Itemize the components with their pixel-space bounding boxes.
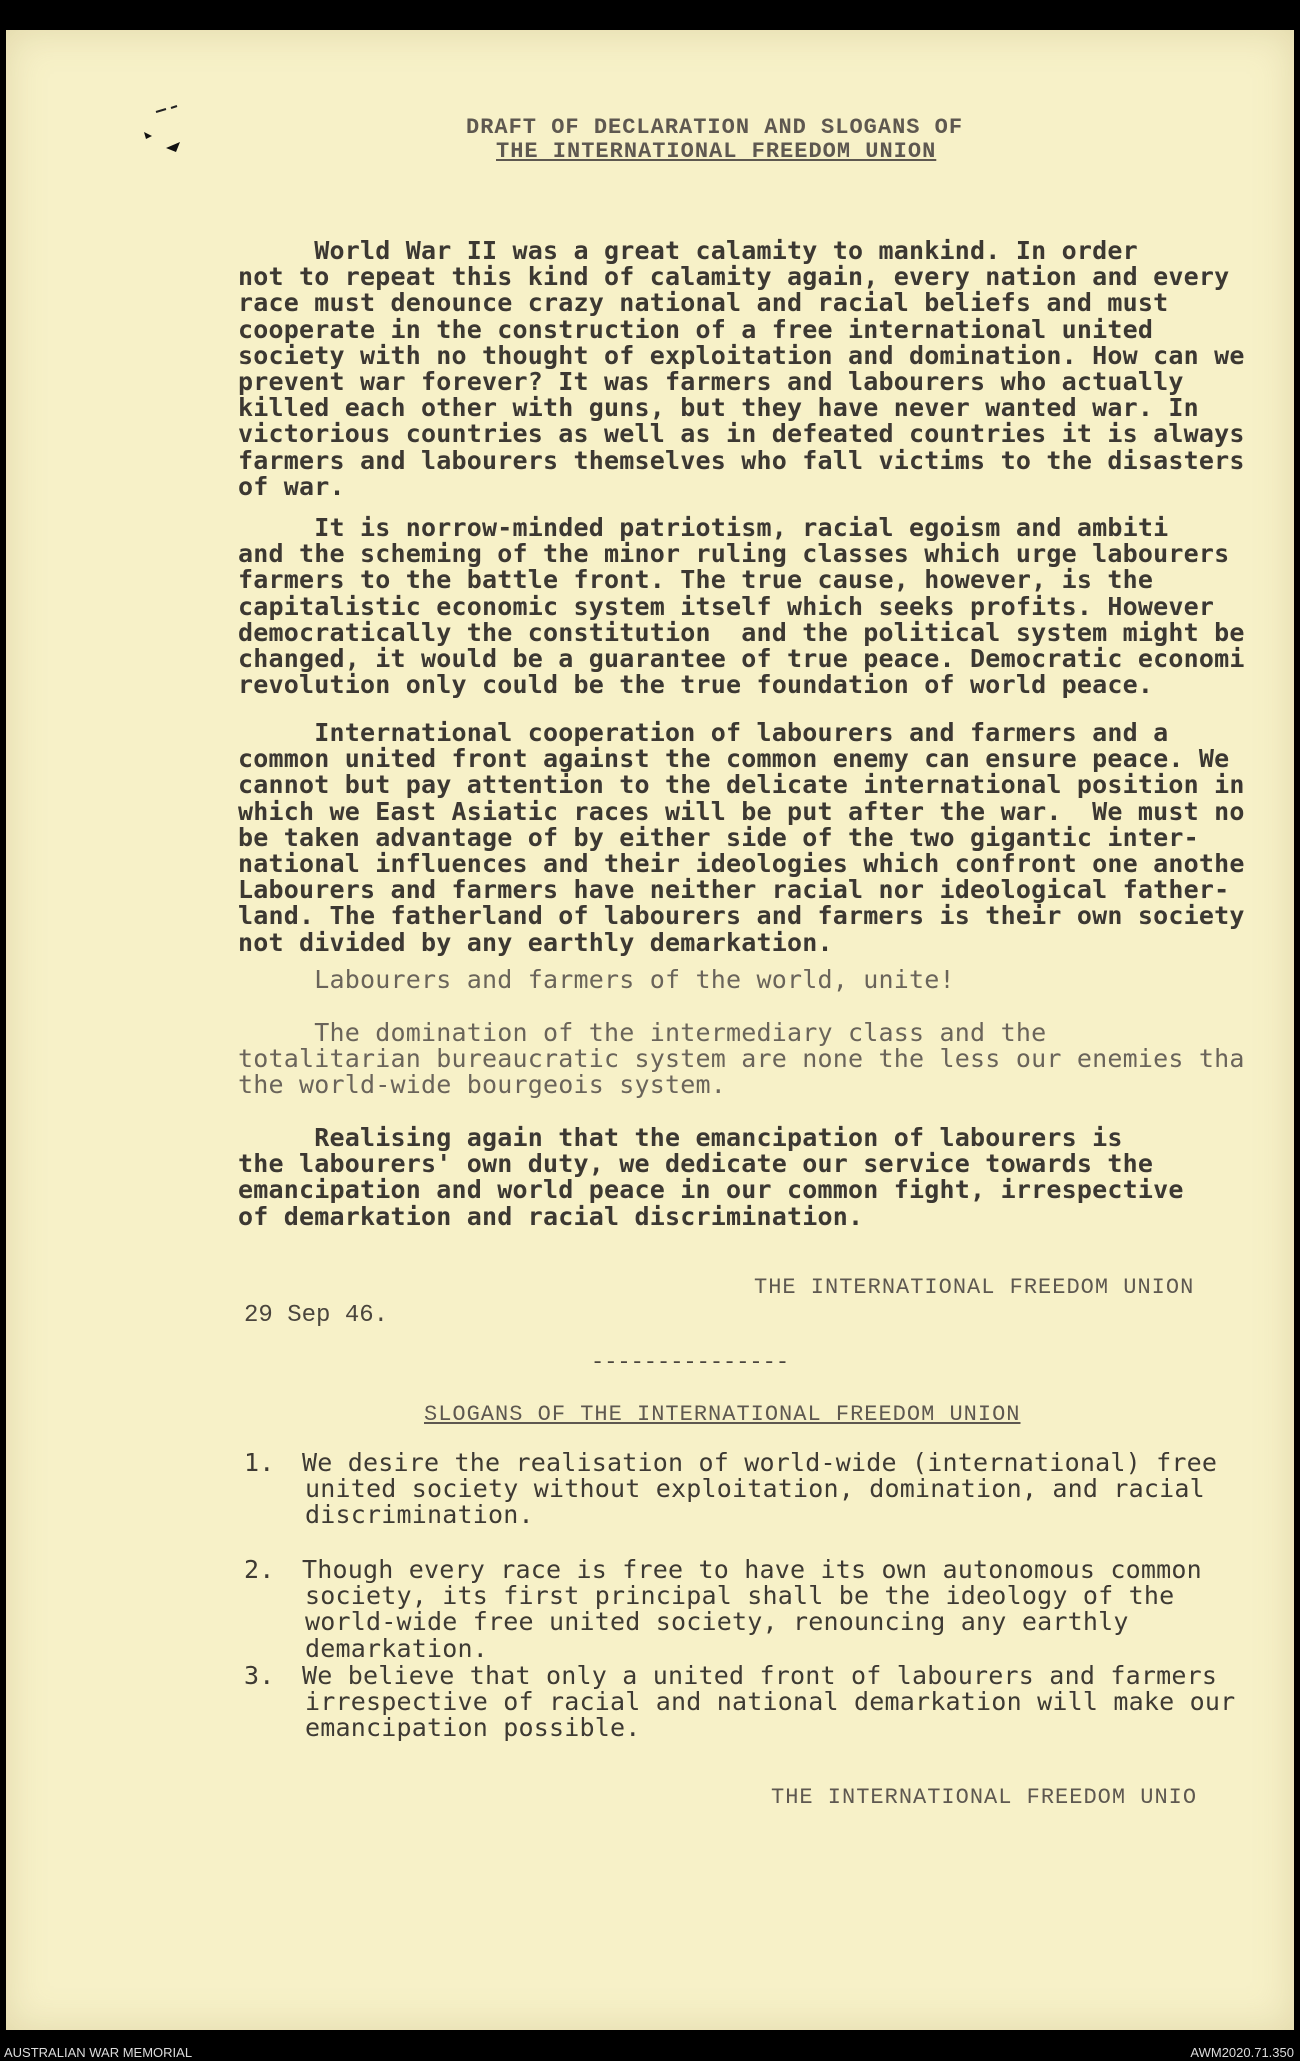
document-title-line-2: THE INTERNATIONAL FREEDOM UNION — [496, 139, 937, 164]
slogan-number: 1. — [244, 1448, 275, 1477]
document-title-line-1: DRAFT OF DECLARATION AND SLOGANS OF — [466, 115, 964, 140]
archive-reference: AWM2020.71.350 — [1190, 2045, 1294, 2060]
declaration-paragraph-5: The domination of the intermediary class and the totalitarian bureaucratic system are none the less our enemies tha the world-wide bourgeois system. — [238, 1018, 1245, 1100]
slogan-item — [244, 1663, 1235, 1742]
document-date: 29 Sep 46. — [244, 1302, 389, 1329]
signature-organization: THE INTERNATIONAL FREEDOM UNION — [754, 1275, 1195, 1300]
declaration-paragraph-4: Labourers and farmers of the world, unite! — [238, 965, 955, 994]
slogans-heading: SLOGANS OF THE INTERNATIONAL FREEDOM UNION — [424, 1402, 1021, 1427]
slogan-number: 3. — [244, 1661, 275, 1690]
declaration-paragraph-2: It is norrow-minded patriotism, racial egoism and ambiti and the scheming of the minor ruling classes which urge labourers farmers to the battle front. The true cause, however, is the capitalistic economic system itself which seeks profits. However democratically the constitution and the political system might be changed, it would be a guarantee of true peace. Democratic economi revolution only could be the true foundation of world peace. — [238, 513, 1245, 700]
closing-signature: THE INTERNATIONAL FREEDOM UNIO — [771, 1785, 1198, 1810]
slogan-number: 2. — [244, 1555, 275, 1584]
section-separator: --------------- — [591, 1350, 790, 1375]
declaration-paragraph-3: International cooperation of labourers and farmers and a common united front against the common enemy can ensure peace. We cannot but pay attention to the delicate international position in which we East Asiatic races will be put after the war. We must no be taken advantage of by either side of the two gigantic inter- national influences and their ideologies which confront one anothe Labourers and farmers have neither racial nor ideological father- land. The fatherland of labourers and farmers is their own society not divided by any earthly demarkation. — [238, 718, 1245, 957]
declaration-paragraph-6: Realising again that the emancipation of labourers is the labourers' own duty, we dedicate our service towards the emancipation and world peace in our common fight, irrespective of demarkation and racial discrimination. — [238, 1123, 1184, 1231]
slogan-item — [244, 1557, 1202, 1662]
slogan-text: We desire the realisation of world-wide (international) free united society without exploitation, domination, and racial discrimination. — [302, 1448, 1218, 1530]
document-page — [6, 30, 1294, 2030]
slogan-item — [244, 1450, 1217, 1529]
slogan-text: Though every race is free to have its own autonomous common society, its first principal shall be the ideology of the world-wide free united society, renouncing any earthly demarkation. — [302, 1555, 1202, 1663]
archive-credit: AUSTRALIAN WAR MEMORIAL — [4, 2045, 193, 2060]
declaration-paragraph-1: World War II was a great calamity to mankind. In order not to repeat this kind of calamity again, every nation and every race must denounce crazy national and racial beliefs and must cooperate in the construction of a free international united society with no thought of exploitation and domination. How can we prevent war forever? It was farmers and labourers who actually killed each other with guns, but they have never wanted war. In victorious countries as well as in defeated countries it is always farmers and labourers themselves who fall victims to the disasters of war. — [238, 236, 1245, 501]
ink-marks — [136, 100, 216, 170]
slogan-text: We believe that only a united front of labourers and farmers irrespective of racial and national demarkation will make our emancipation possible. — [302, 1661, 1236, 1743]
